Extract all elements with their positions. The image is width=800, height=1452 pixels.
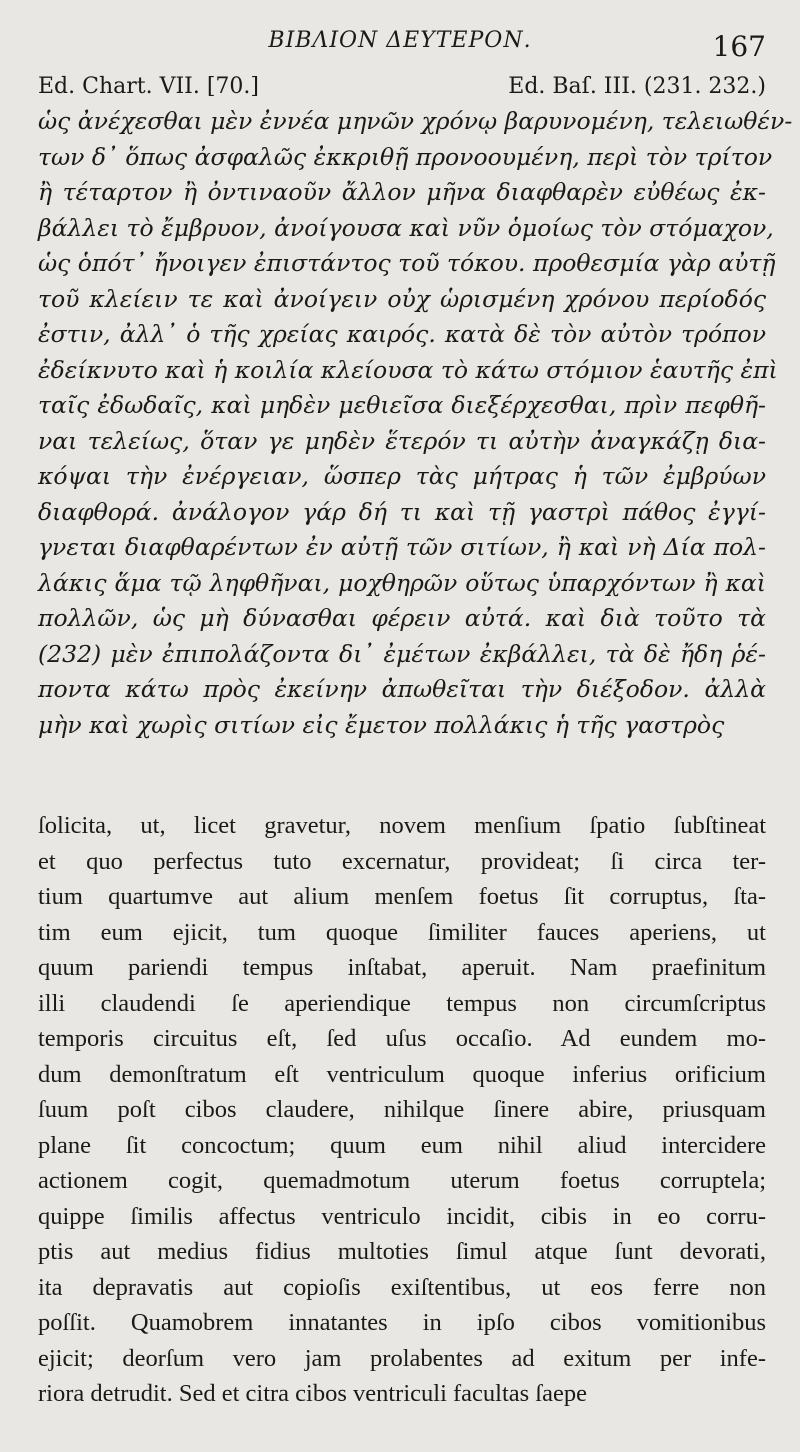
right-edition-ref: Ed. Baſ. III. (231. 232.)	[508, 74, 766, 99]
running-title: ΒΙΒΛΙΟΝ ΔΕΥΤΕΡΟΝ.	[268, 28, 532, 53]
latin-text-line: tim eum ejicit, tum quoque ſimiliter fauces aperiens, ut	[38, 918, 766, 946]
greek-text-line: βάλλει τὸ ἔμβρυον, ἀνοίγουσα καὶ νῦν ὁμοίως τὸν στόμαχον,	[38, 213, 774, 242]
latin-text-line: et quo perfectus tuto excernatur, provideat; ſi circa ter-	[38, 847, 766, 875]
greek-text-line: ἐστιν, ἀλλ᾽ ὁ τῆς χρείας καιρός. κατὰ δὲ τὸν αὐτὸν τρόπον	[38, 320, 766, 348]
latin-text-line: ſolicita, ut, licet gravetur, novem menſium ſpatio ſubſtineat	[38, 812, 766, 839]
latin-text-line: ejicit; deorſum vero jam prolabentes ad exitum per infe-	[38, 1344, 766, 1372]
greek-text-line: ἐδείκνυτο καὶ ἡ κοιλία κλείουσα τὸ κάτω στόμιον ἑαυτῆς ἐπὶ	[38, 355, 778, 384]
left-edition-ref: Ed. Chart. VII. [70.]	[38, 74, 259, 99]
latin-text-line: riora detrudit. Sed et citra cibos ventriculi facultas ſaepe	[38, 1380, 587, 1407]
latin-text-line: poſſit. Quamobrem innatantes in ipſo cibos vomitionibus	[38, 1309, 766, 1336]
greek-text-line: ἢ τέταρτον ἢ ὀντιναοῦν ἄλλον μῆνα διαφθαρὲν εὐθέως ἐκ-	[38, 178, 766, 206]
latin-text-line: quippe ſimilis affectus ventriculo incidit, cibis in eo corru-	[38, 1202, 766, 1230]
latin-text-line: actionem cogit, quemadmotum uterum foetus corruptela;	[38, 1167, 766, 1194]
greek-text-line: μὴν καὶ χωρὶς σιτίων εἰς ἔμετον πολλάκις ἡ τῆς γαστρὸς	[38, 710, 725, 739]
greek-text-block	[38, 104, 793, 743]
greek-text-line: πολλῶν, ὡς μὴ δύνασθαι φέρειν αὐτά. καὶ διὰ τοῦτο τὰ	[38, 604, 766, 632]
latin-text-line: dum demonſtratum eſt ventriculum quoque inferius orificium	[38, 1060, 766, 1088]
greek-text-line: κόψαι τὴν ἐνέργειαν, ὥσπερ τὰς μήτρας ἡ τῶν ἐμβρύων	[38, 462, 766, 490]
latin-text-line: illi claudendi ſe aperiendique tempus non circumſcriptus	[38, 989, 766, 1017]
greek-text-line: ὡς ὁπότ᾽ ἤνοιγεν ἐπιστάντος τοῦ τόκου. προθεσμία γὰρ αὐτῇ	[38, 249, 776, 277]
greek-text-line: ὡς ἀνέχεσθαι μὲν ἐννέα μηνῶν χρόνῳ βαρυνομένη, τελειωθέν-	[38, 107, 793, 135]
greek-text-line: ποντα κάτω πρὸς ἐκείνην ἀπωθεῖται τὴν διέξοδον. ἀλλὰ	[38, 675, 766, 703]
latin-text-line: ptis aut medius fidius multoties ſimul atque ſunt devorati,	[38, 1238, 766, 1265]
latin-text-line: plane ſit concoctum; quum eum nihil aliud intercidere	[38, 1131, 766, 1159]
greek-text-line: ταῖς ἐδωδαῖς, καὶ μηδὲν μεθιεῖσα διεξέρχεσθαι, πρὶν πεφθῆ-	[38, 391, 766, 419]
greek-text-line: λάκις ἅμα τῷ ληφθῆναι, μοχθηρῶν οὕτως ὑπαρχόντων ἢ καὶ	[38, 568, 766, 597]
page-number: 167	[712, 30, 766, 63]
greek-text-line: διαφθορά. ἀνάλογον γάρ δή τι καὶ τῇ γαστρὶ πάθος ἐγγί-	[38, 497, 766, 526]
greek-text-line: ναι τελείως, ὅταν γε μηδὲν ἕτερόν τι αὐτὴν ἀναγκάζῃ δια-	[38, 426, 766, 455]
latin-text-line: ita depravatis aut copioſis exiſtentibus, ut eos ferre non	[38, 1273, 766, 1301]
latin-text-line: quum pariendi tempus inſtabat, aperuit. Nam praefinitum	[38, 954, 766, 981]
latin-text-block	[38, 808, 766, 1412]
greek-text-line: (232) μὲν ἐπιπολάζοντα δι᾽ ἐμέτων ἐκβάλλει, τὰ δὲ ἤδη ῥέ-	[38, 639, 766, 668]
edition-references	[38, 74, 766, 99]
latin-text-line: tium quartumve aut alium menſem foetus ſit corruptus, ſta-	[38, 883, 766, 910]
greek-text-line: γνεται διαφθαρέντων ἐν αὐτῇ τῶν σιτίων, ἢ καὶ νὴ Δία πολ-	[38, 533, 766, 561]
greek-text-line: τοῦ κλείειν τε καὶ ἀνοίγειν οὐχ ὡρισμένη χρόνου περίοδός	[38, 284, 766, 313]
greek-text-line: των δ᾽ ὅπως ἀσφαλῶς ἐκκριθῇ προνοουμένη, περὶ τὸν τρίτον	[38, 142, 773, 171]
latin-text-line: temporis circuitus eſt, ſed uſus occaſio. Ad eundem mo-	[38, 1025, 766, 1052]
latin-text-line: ſuum poſt cibos claudere, nihilque ſinere abire, priusquam	[38, 1096, 766, 1123]
